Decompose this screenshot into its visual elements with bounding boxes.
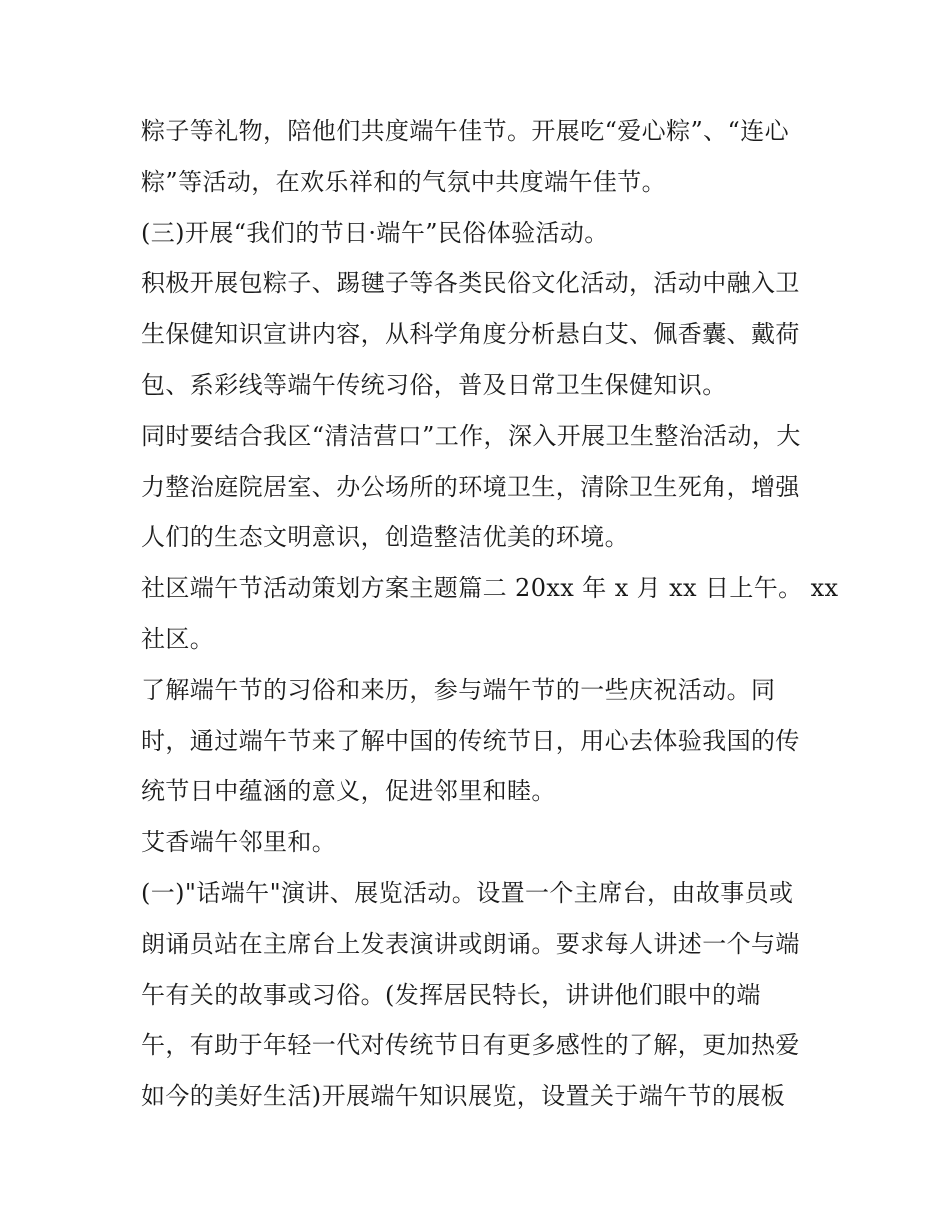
text-line: (一)"话端午"演讲、展览活动。设置一个主席台，由故事员或 — [141, 878, 794, 907]
text-line: (三)开展“我们的节日·端午”民俗体验活动。 — [141, 218, 609, 247]
text-line: 人们的生态文明意识，创造整洁优美的环境。 — [141, 523, 629, 552]
text-line: 午，有助于年轻一代对传统节日有更多感性的了解，更加热爱 — [141, 1031, 800, 1060]
text-line: 积极开展包粽子、踢毽子等各类民俗文化活动，活动中融入卫 — [141, 269, 800, 298]
text-line: 午有关的故事或习俗。(发挥居民特长，讲讲他们眼中的端 — [141, 980, 761, 1009]
document-body — [141, 106, 839, 1122]
text-line: 艾香端午邻里和。 — [141, 828, 337, 857]
text-line: 同时要结合我区“清洁营口”工作，深入开展卫生整治活动，大 — [141, 421, 801, 450]
text-line: 力整治庭院居室、办公场所的环境卫生，清除卫生死角，增强 — [141, 472, 800, 501]
text-line: 社区端午节活动策划方案主题篇二 20xx 年 x 月 xx 日上午。 xx — [141, 574, 839, 603]
text-line: 包、系彩线等端午传统习俗，普及日常卫生保健知识。 — [141, 370, 727, 399]
text-line: 了解端午节的习俗和来历，参与端午节的一些庆祝活动。同 — [141, 675, 776, 704]
text-line: 粽子等礼物，陪他们共度端午佳节。开展吃“爱心粽”、“连心 — [141, 117, 790, 145]
text-line: 生保健知识宣讲内容，从科学角度分析悬白艾、佩香囊、戴荷 — [141, 320, 800, 349]
text-line: 时，通过端午节来了解中国的传统节日，用心去体验我国的传 — [141, 726, 800, 755]
text-line: 如今的美好生活)开展端午知识展览，设置关于端午节的展板 — [141, 1082, 786, 1111]
text-line: 统节日中蕴涵的意义，促进邻里和睦。 — [141, 777, 556, 806]
text-line: 朗诵员站在主席台上发表演讲或朗诵。要求每人讲述一个与端 — [141, 929, 800, 958]
text-line: 粽”等活动，在欢乐祥和的气氛中共度端午佳节。 — [141, 167, 667, 196]
text-line: 社区。 — [141, 624, 215, 653]
